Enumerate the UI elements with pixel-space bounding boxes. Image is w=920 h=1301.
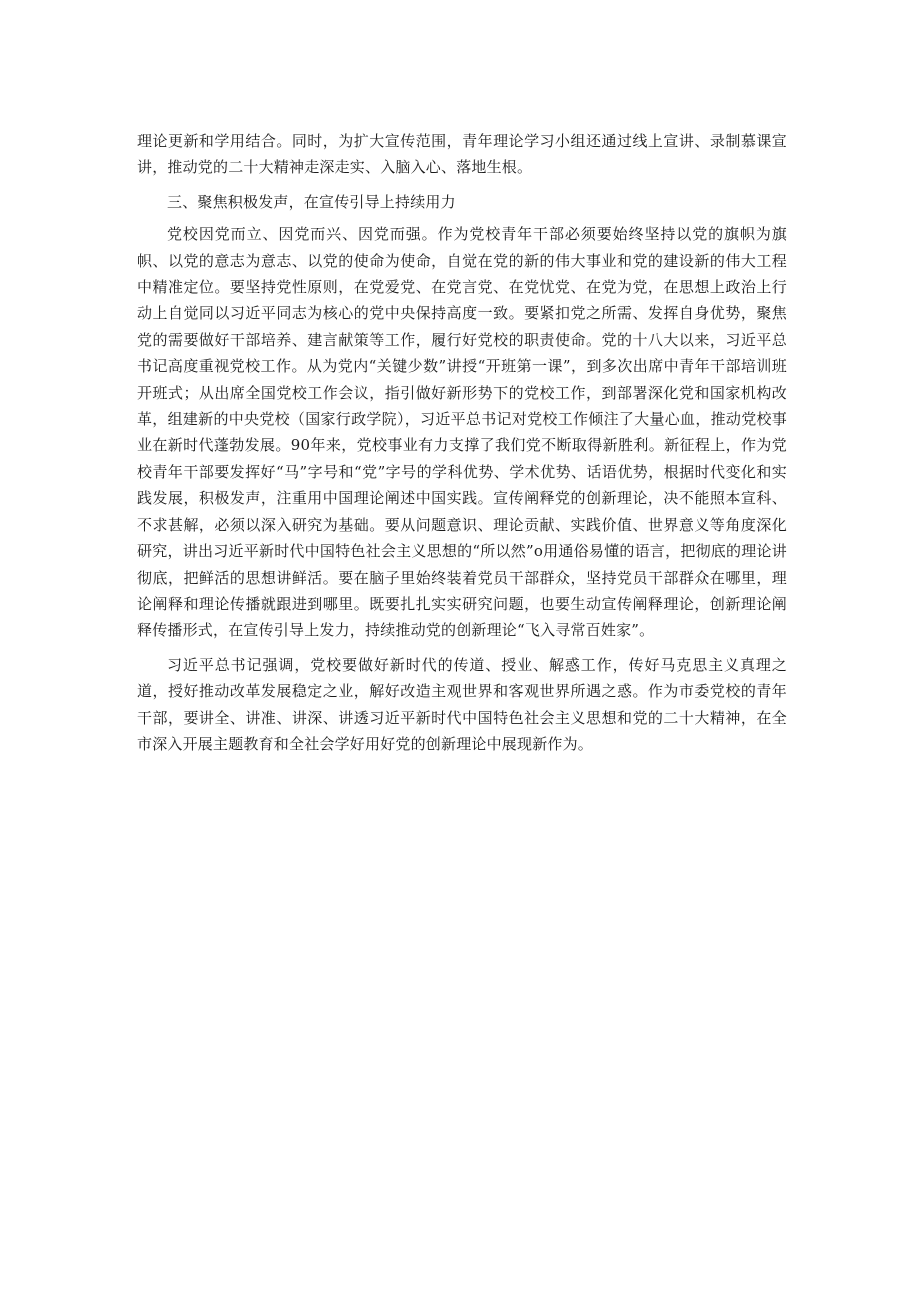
paragraph-party-school: 党校因党而立、因党而兴、因党而强。作为党校青年干部必须要始终坚持以党的旗帜为旗帜、以党的意志为意志、以党的使命为使命，自觉在党的新的伟大事业和党的建设新的伟大工程中精准定位。要坚持党性原则，在党爱党、在党言党、在党忧党、在党为党，在思想上政治上行动上自觉同以习近平同志为核心的党中央保持高度一致。要紧扣党之所需、发挥自身优势，聚焦党的需要做好干部培养、建言献策等工作，履行好党校的职责使命。党的十八大以来，习近平总书记高度重视党校工作。从为党内“关键少数”讲授“开班第一课”，到多次出席中青年干部培训班开班式；从出席全国党校工作会议，指引做好新形势下的党校工作，到部署深化党和国家机构改革，组建新的中央党校（国家行政学院），习近平总书记对党校工作倾注了大量心血，推动党校事业在新时代蓬勃发展。90年来，党校事业有力支撑了我们党不断取得新胜利。新征程上，作为党校青年干部要发挥好“马”字号和“党”字号的学科优势、学术优势、话语优势，根据时代变化和实践发展，积极发声，注重用中国理论阐述中国实践。宣传阐释党的创新理论，决不能照本宣科、不求甚解，必须以深入研究为基础。要从问题意识、理论贡献、实践价值、世界意义等角度深化研究，讲出习近平新时代中国特色社会主义思想的“所以然”o用通俗易懂的语言，把彻底的理论讲彻底，把鲜活的思想讲鲜活。要在脑子里始终装着党员干部群众，坚持党员干部群众在哪里，理论阐释和理论传播就跟进到哪里。既要扎扎实实研究问题，也要生动宣传阐释理论，创新理论阐释传播形式，在宣传引导上发力，持续推动党的创新理论“飞入寻常百姓家”。 [137,225,787,640]
paragraph-conclusion: 习近平总书记强调，党校要做好新时代的传道、授业、解惑工作，传好马克思主义真理之道，授好推动改革发展稳定之业，解好改造主观世界和客观世界所遇之惑。作为市委党校的青年干部，要讲全、讲准、讲深、讲透习近平新时代中国特色社会主义思想和党的二十大精神，在全市深入开展主题教育和全社会学好用好党的创新理论中展现新作为。 [137,655,787,753]
paragraph-continuation: 理论更新和学用结合。同时，为扩大宣传范围，青年理论学习小组还通过线上宣讲、录制慕课宣讲，推动党的二十大精神走深走实、入脑入心、落地生根。 [137,132,787,177]
section-heading: 三、聚焦积极发声，在宣传引导上持续用力 [167,192,456,211]
document-body [137,128,787,765]
